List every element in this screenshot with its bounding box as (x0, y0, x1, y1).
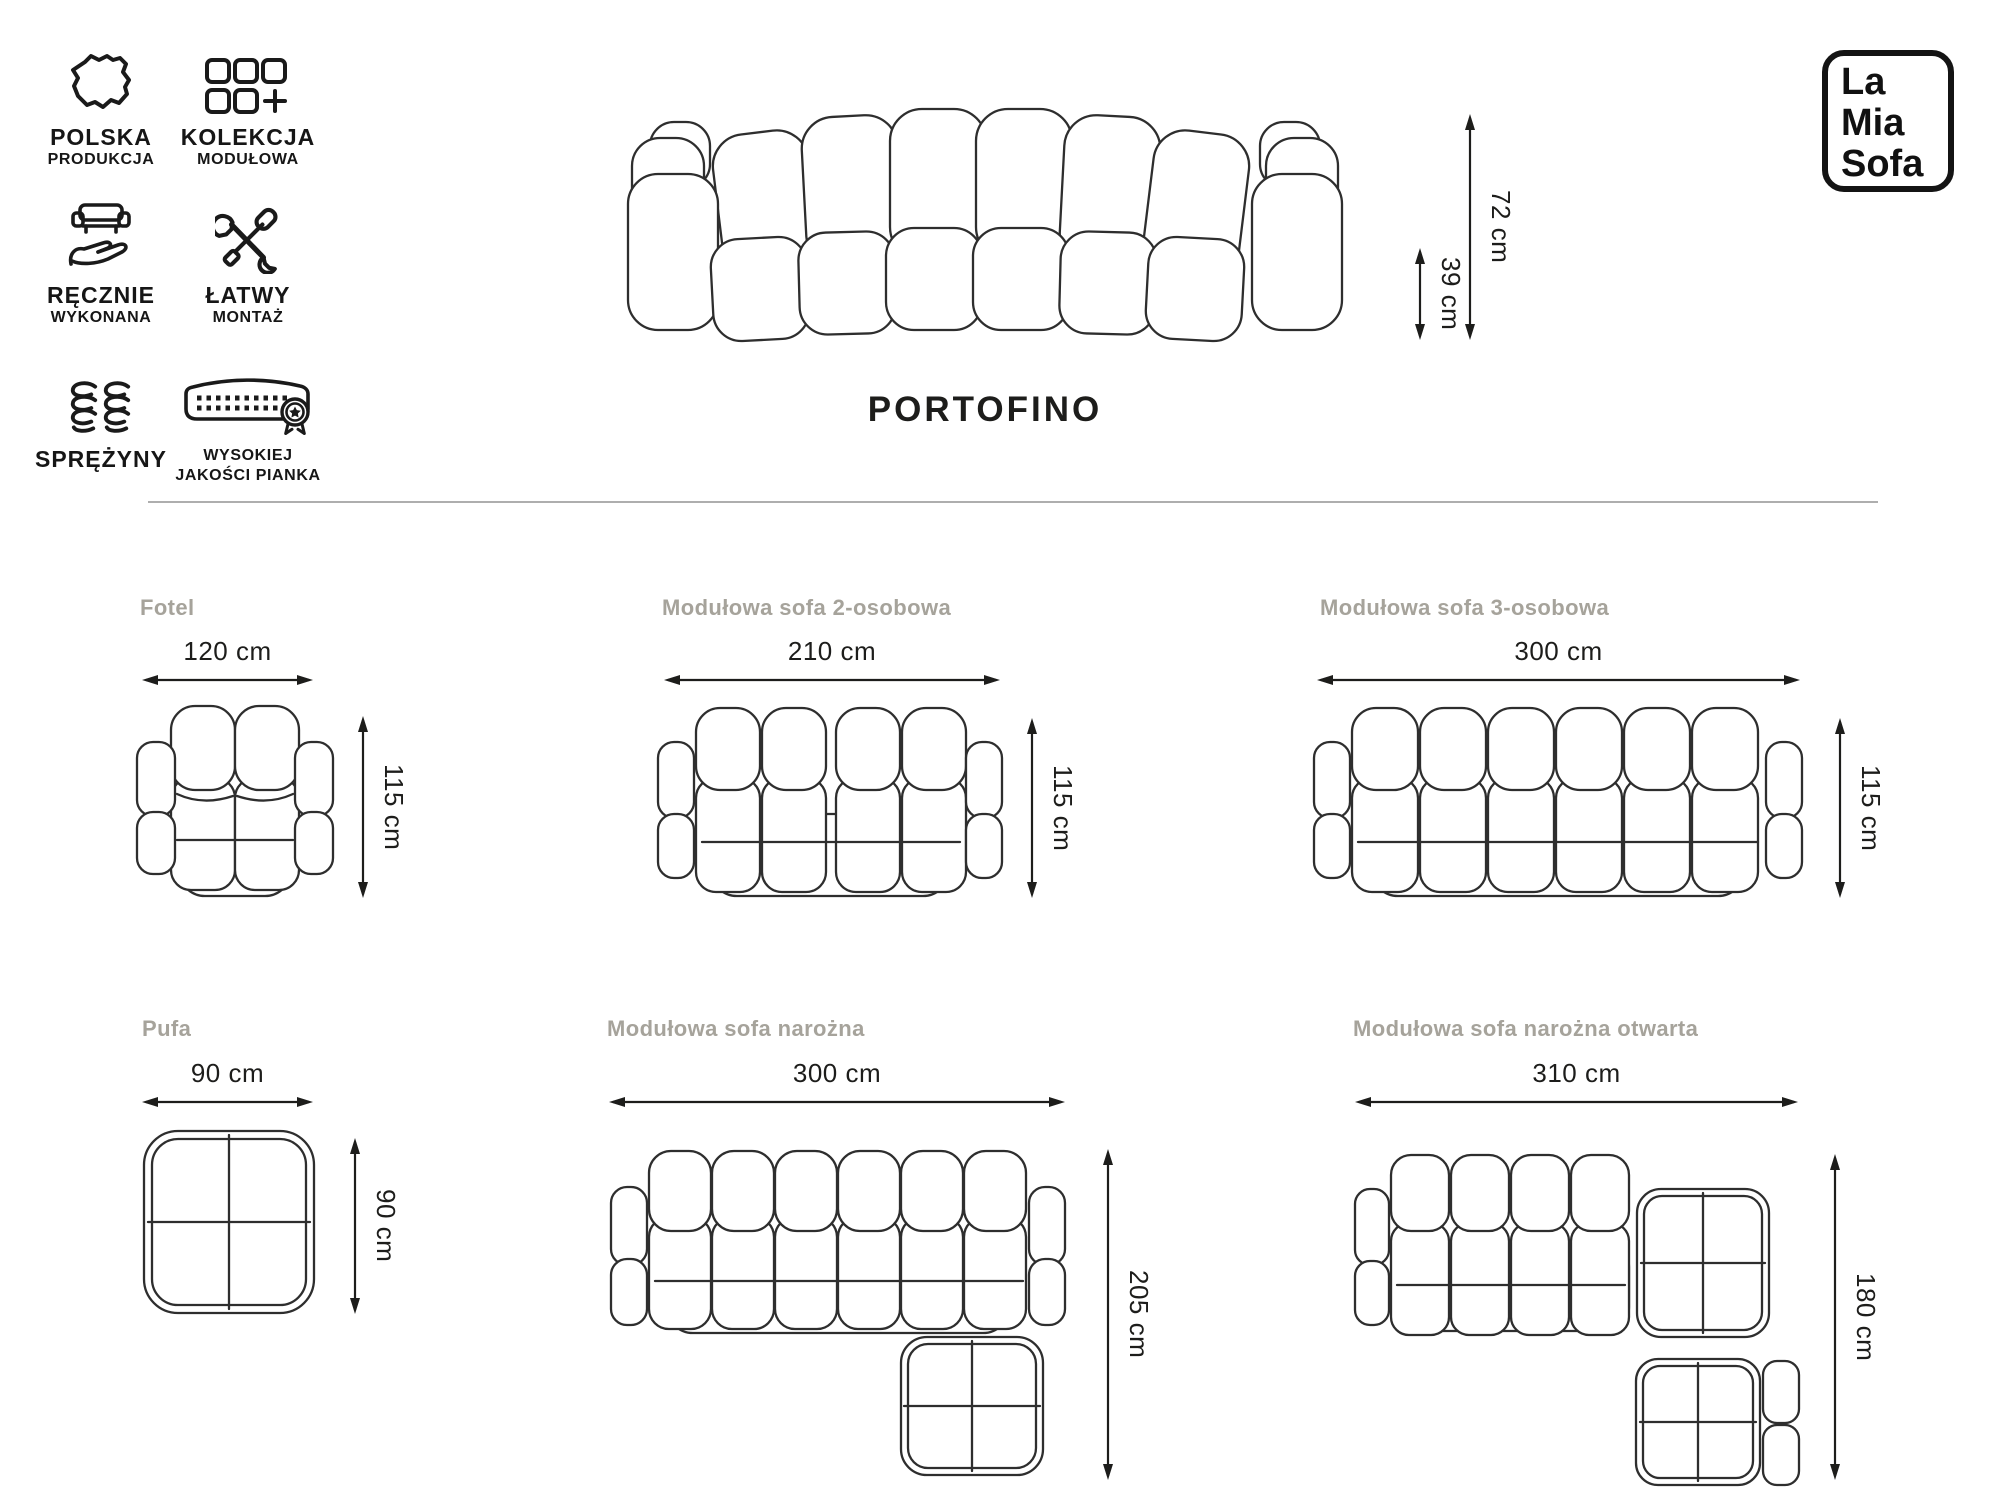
sofa2-depth-value: 115 cm (1048, 764, 1078, 852)
vertical-arrow (1412, 246, 1428, 342)
high-quality-foam-icon (160, 372, 336, 438)
fotel-depth-dimension (355, 714, 409, 900)
horizontal-arrow (607, 1094, 1067, 1110)
pufa-depth-dimension (347, 1136, 401, 1316)
vertical-arrow (1827, 1152, 1843, 1482)
horizontal-arrow (140, 672, 315, 688)
sofa2-width-value: 210 cm (787, 636, 877, 666)
logo-line: Sofa (1841, 143, 1924, 185)
feature-sublabel: MODUŁOWA (197, 151, 299, 168)
narozna-depth-value: 205 cm (1124, 1270, 1154, 1359)
narozna-otwarta-top-view-drawing (1353, 1143, 1801, 1488)
sofa3-top-view-drawing (1312, 702, 1804, 902)
sofa2-top-view-drawing (656, 702, 1004, 902)
horizontal-arrow (662, 672, 1002, 688)
vertical-arrow (1832, 716, 1848, 900)
feature-wysokiej-jakosci-pianka (160, 372, 336, 486)
feature-sublabel: MONTAŻ (212, 309, 284, 326)
narozna-otwarta-depth-dimension (1827, 1152, 1881, 1482)
section-divider (148, 501, 1878, 503)
feature-label: POLSKA (50, 124, 152, 150)
sofa3-depth-value: 115 cm (1856, 764, 1886, 852)
horizontal-arrow (1353, 1094, 1800, 1110)
feature-label: KOLEKCJA (180, 124, 316, 150)
feature-sublabel: PRODUKCJA (47, 151, 155, 168)
total-height-value: 72 cm (1486, 190, 1516, 264)
vertical-arrow (355, 714, 371, 900)
vertical-arrow (1462, 112, 1478, 342)
sofa3-depth-dimension (1832, 716, 1886, 900)
feature-sublabel: JAKOŚCI PIANKA (175, 467, 321, 484)
fotel-width-dimension (140, 636, 315, 688)
modular-collection-icon (160, 40, 336, 116)
vertical-arrow (1024, 716, 1040, 900)
product-name-title: PORTOFINO (867, 390, 1103, 429)
sofa2-depth-dimension (1024, 716, 1078, 900)
vertical-arrow (347, 1136, 363, 1316)
narozna-width-dimension (607, 1058, 1067, 1110)
hero-sofa-front-drawing (620, 88, 1350, 353)
variant-title-pufa: Pufa (142, 1016, 192, 1041)
la-mia-sofa-logo (1822, 50, 1954, 192)
feature-label: RĘCZNIE (47, 282, 155, 308)
fotel-width-value: 120 cm (183, 636, 272, 666)
horizontal-arrow (1315, 672, 1802, 688)
total-height-dimension (1462, 112, 1516, 342)
variant-title-narozna-otwarta: Modułowa sofa narożna otwarta (1353, 1016, 1699, 1041)
variant-title-fotel: Fotel (140, 595, 195, 620)
vertical-arrow (1100, 1147, 1116, 1482)
pufa-top-view-drawing (141, 1128, 317, 1316)
feature-latwy-montaz (160, 198, 336, 328)
pufa-width-value: 90 cm (190, 1058, 265, 1088)
feature-label: WYSOKIEJ (203, 447, 293, 464)
logo-line: Mia (1841, 102, 1905, 144)
fotel-top-view-drawing (135, 700, 335, 900)
variant-title-sofa-2: Modułowa sofa 2-osobowa (662, 595, 952, 620)
fotel-depth-value: 115 cm (379, 763, 409, 851)
sofa2-width-dimension (662, 636, 1002, 688)
feature-sublabel: WYKONANA (50, 309, 152, 326)
feature-label: SPRĘŻYNY (35, 446, 167, 472)
variant-title-sofa-3: Modułowa sofa 3-osobowa (1320, 595, 1610, 620)
narozna-width-value: 300 cm (792, 1058, 882, 1088)
narozna-otwarta-width-dimension (1353, 1058, 1800, 1110)
pufa-width-dimension (140, 1058, 315, 1110)
narozna-depth-dimension (1100, 1147, 1154, 1482)
seat-height-dimension (1412, 246, 1466, 342)
feature-kolekcja-modulowa (160, 40, 336, 170)
variant-title-narozna: Modułowa sofa narożna (607, 1016, 865, 1041)
narozna-top-view-drawing (609, 1143, 1067, 1478)
horizontal-arrow (140, 1094, 315, 1110)
easy-assembly-icon (160, 198, 336, 274)
logo-line: La (1841, 61, 1886, 103)
sofa3-width-value: 300 cm (1514, 636, 1603, 666)
narozna-otwarta-width-value: 310 cm (1532, 1058, 1621, 1088)
narozna-otwarta-depth-value: 180 cm (1851, 1272, 1881, 1362)
feature-label: ŁATWY (205, 282, 291, 308)
seat-height-value: 39 cm (1436, 257, 1466, 331)
pufa-depth-value: 90 cm (371, 1189, 401, 1263)
sofa3-width-dimension (1315, 636, 1802, 688)
